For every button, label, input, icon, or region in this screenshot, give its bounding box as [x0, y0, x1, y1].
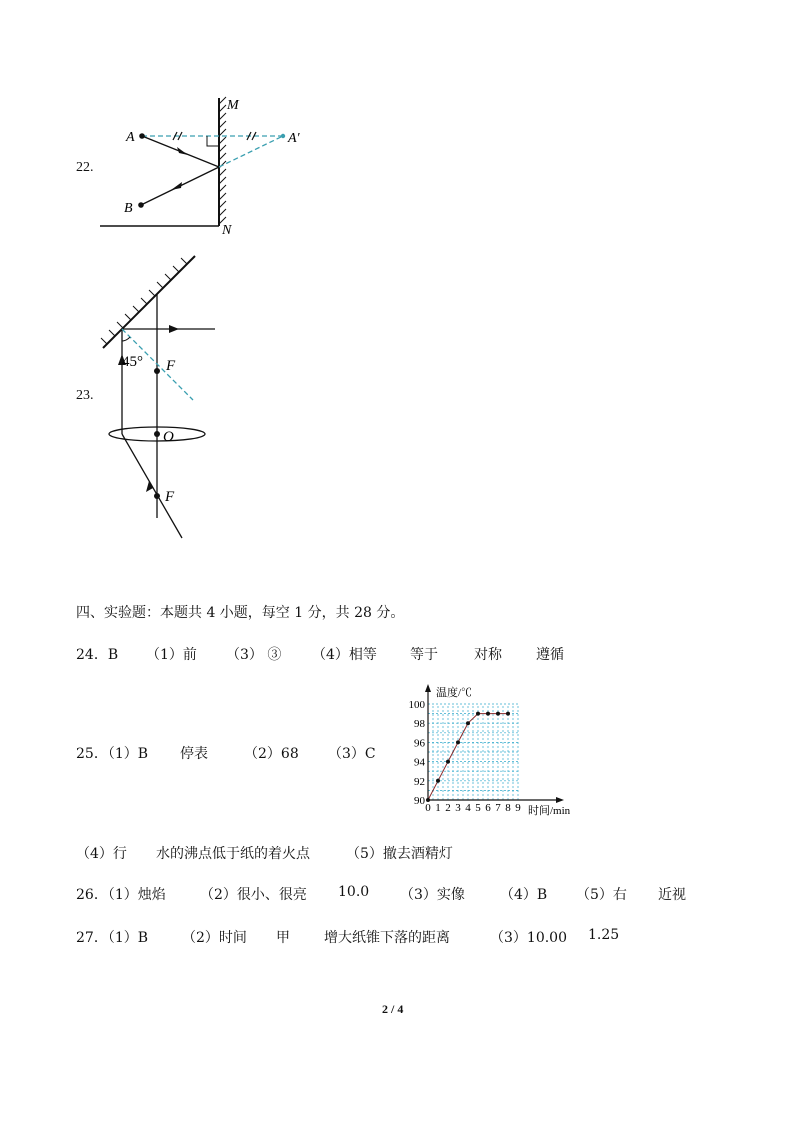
- label-M: M: [227, 98, 239, 113]
- optical-center: [154, 431, 160, 437]
- q25-item: 停表: [180, 746, 208, 762]
- q24-item: 遵循: [536, 647, 564, 663]
- q25-line2-item: （4）行: [76, 846, 127, 862]
- q25-line2-item: （5）撤去酒精灯: [346, 846, 453, 862]
- q24-item: 对称: [474, 647, 502, 663]
- q27-item: （2）时间: [182, 930, 247, 946]
- data-point: [456, 740, 460, 744]
- point-B: [138, 202, 144, 208]
- q27-line: [76, 927, 696, 947]
- q26-item: 26．（1）烛焰: [76, 887, 166, 903]
- q23-diagram: [95, 250, 225, 545]
- q24-item: （3） ③: [226, 647, 282, 663]
- q22-diagram: [95, 90, 315, 240]
- label-F-bottom: F: [165, 489, 175, 505]
- reflected-arrow: [169, 325, 179, 333]
- label-N: N: [222, 223, 232, 238]
- q27-item: 27．（1）B: [76, 930, 149, 946]
- x-tick-label: 7: [495, 802, 501, 814]
- focus-bottom: [154, 493, 160, 499]
- reflected-arrow: [171, 182, 182, 190]
- q26-item: （4）B: [500, 887, 548, 903]
- data-point: [436, 779, 440, 783]
- x-tick-label: 1: [435, 802, 441, 814]
- q27-item: 1.25: [588, 927, 620, 943]
- q27-item: 增大纸锥下落的距离: [324, 930, 450, 946]
- incident-arrow: [146, 481, 153, 492]
- dashed-virtual-ray: [219, 136, 283, 167]
- q25-line: [76, 743, 406, 763]
- q24-item: 24．B: [76, 647, 119, 663]
- x-axis-arrow: [556, 797, 564, 803]
- q25-line2-item: 水的沸点低于纸的着火点: [156, 846, 310, 862]
- data-point: [486, 712, 490, 716]
- y-tick-label: 92: [414, 775, 425, 788]
- x-tick-label: 9: [515, 802, 521, 814]
- x-tick-label: 0: [425, 802, 431, 814]
- q26-item: 10.0: [338, 884, 370, 900]
- q25-item: 25．（1）B: [76, 746, 149, 762]
- y-axis-arrow: [425, 684, 431, 692]
- q26-line: [76, 884, 716, 904]
- label-A: A: [126, 130, 135, 145]
- data-point: [466, 721, 470, 725]
- right-angle-mark: [207, 136, 219, 146]
- data-point: [476, 712, 480, 716]
- q27-item: 甲: [276, 930, 290, 946]
- q26-item: （3）实像: [400, 887, 465, 903]
- q24-item: （4）相等: [312, 647, 377, 663]
- x-axis-label: 时间/min: [528, 805, 571, 817]
- angle-label: 45°: [122, 354, 143, 370]
- q26-item: 近视: [658, 887, 686, 903]
- data-point: [496, 712, 500, 716]
- label-B: B: [124, 201, 133, 216]
- q24-line: [76, 644, 716, 664]
- y-tick-label: 98: [414, 718, 425, 731]
- point-A-prime: [281, 134, 285, 138]
- x-tick-label: 4: [465, 802, 471, 814]
- q25-line2: [76, 843, 496, 863]
- x-tick-label: 3: [455, 802, 461, 814]
- q23-number: 23.: [76, 388, 94, 403]
- x-tick-label: 6: [485, 802, 491, 814]
- point-A: [139, 133, 145, 139]
- data-point: [426, 798, 430, 802]
- mirror-hatching: [219, 97, 226, 224]
- incident-ray: [122, 434, 182, 538]
- y-tick-label: 96: [414, 737, 425, 750]
- temperature-chart: [396, 684, 586, 819]
- q26-item: （2）很小、很亮: [200, 887, 307, 903]
- data-point: [506, 712, 510, 716]
- data-point: [446, 760, 450, 764]
- q27-item: （3）10.00: [490, 930, 567, 946]
- label-A-prime: A′: [288, 131, 300, 146]
- angle-arc: [122, 337, 130, 341]
- focus-top: [154, 368, 160, 374]
- q24-item: （1）前: [146, 647, 197, 663]
- mirror-hatching: [101, 258, 187, 344]
- page-number: 2 / 4: [382, 1002, 404, 1016]
- label-O: O: [163, 429, 174, 445]
- plane-mirror: [103, 256, 195, 348]
- q25-item: （3）C: [328, 746, 376, 762]
- y-axis-label: 温度/℃: [436, 687, 473, 699]
- section4-heading: 四、实验题：本题共 4 小题，每空 1 分，共 28 分。: [76, 605, 405, 621]
- x-tick-label: 8: [505, 802, 511, 814]
- q25-item: （2）68: [244, 746, 299, 762]
- q22-number: 22.: [76, 160, 94, 175]
- q26-item: （5）右: [576, 887, 627, 903]
- label-F-top: F: [166, 358, 176, 374]
- y-tick-label: 90: [414, 795, 425, 807]
- x-tick-label: 5: [475, 802, 481, 814]
- y-tick-label: 100: [408, 699, 425, 711]
- x-tick-label: 2: [445, 802, 451, 814]
- y-tick-label: 94: [414, 756, 425, 769]
- q24-item: 等于: [410, 647, 438, 663]
